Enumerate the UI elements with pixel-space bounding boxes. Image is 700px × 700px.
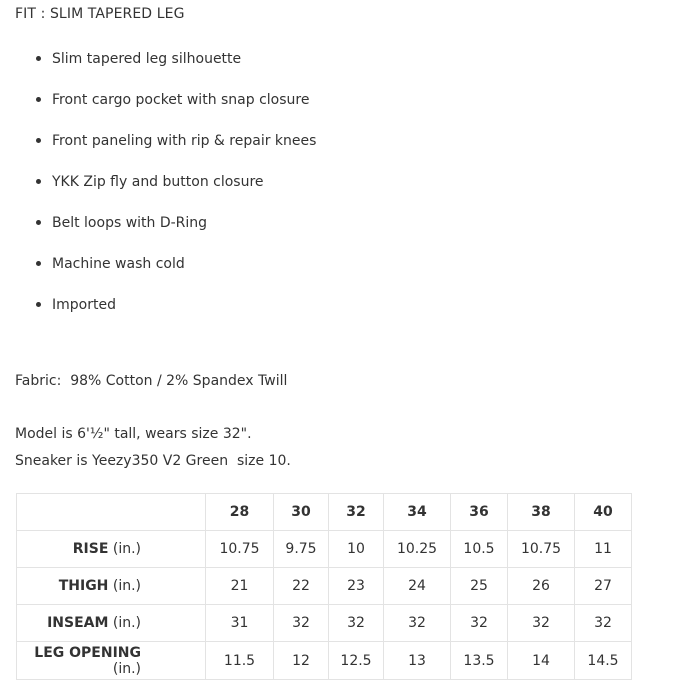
- feature-text: Imported: [52, 297, 116, 313]
- size-header-cell: 30: [274, 494, 329, 531]
- table-cell: 10: [329, 531, 384, 568]
- bullet-icon: [36, 138, 41, 143]
- table-cell: 10.75: [508, 531, 575, 568]
- table-cell: 14.5: [575, 642, 632, 680]
- size-header-cell: 34: [384, 494, 451, 531]
- table-cell: 11.5: [206, 642, 274, 680]
- row-label-cell: [17, 605, 206, 642]
- table-cell: 32: [329, 605, 384, 642]
- feature-item: [15, 172, 316, 213]
- bullet-icon: [36, 56, 41, 61]
- row-label-cell: [17, 642, 206, 680]
- size-chart-table: [16, 493, 632, 680]
- bullet-icon: [36, 97, 41, 102]
- bullet-icon: [36, 302, 41, 307]
- feature-text: YKK Zip fly and button closure: [52, 174, 264, 190]
- row-label: RISE: [72, 541, 109, 557]
- row-unit: (in.): [112, 660, 141, 677]
- model-text: Model is 6'½" tall, wears size 32".: [15, 426, 252, 442]
- table-cell: 27: [575, 568, 632, 605]
- size-header-cell: 28: [206, 494, 274, 531]
- table-cell: 10.75: [206, 531, 274, 568]
- feature-item: [15, 213, 316, 254]
- fit-heading: FIT : SLIM TAPERED LEG: [15, 6, 185, 22]
- table-cell: 26: [508, 568, 575, 605]
- row-unit: (in.): [108, 615, 141, 631]
- table-cell: 32: [384, 605, 451, 642]
- feature-item: [15, 254, 316, 295]
- table-row: [17, 568, 632, 605]
- table-cell: 32: [575, 605, 632, 642]
- table-cell: 22: [274, 568, 329, 605]
- table-cell: 10.25: [384, 531, 451, 568]
- table-cell: 32: [451, 605, 508, 642]
- table-cell: 13: [384, 642, 451, 680]
- table-row: [17, 531, 632, 568]
- table-cell: 14: [508, 642, 575, 680]
- table-cell: 24: [384, 568, 451, 605]
- size-header-cell: 38: [508, 494, 575, 531]
- feature-text: Front cargo pocket with snap closure: [52, 92, 310, 108]
- size-header-row: [17, 494, 632, 531]
- table-cell: 23: [329, 568, 384, 605]
- fabric-text: Fabric: 98% Cotton / 2% Spandex Twill: [15, 373, 288, 389]
- feature-text: Belt loops with D-Ring: [52, 215, 208, 231]
- row-label: INSEAM: [47, 615, 109, 631]
- row-label-cell: [17, 568, 206, 605]
- row-unit: (in.): [108, 541, 141, 557]
- row-label: THIGH: [58, 578, 109, 594]
- table-row: [17, 605, 632, 642]
- table-cell: 9.75: [274, 531, 329, 568]
- feature-item: [15, 49, 316, 90]
- table-cell: 25: [451, 568, 508, 605]
- feature-text: Machine wash cold: [52, 256, 185, 272]
- size-header-cell: 40: [575, 494, 632, 531]
- table-cell: 32: [274, 605, 329, 642]
- table-cell: 21: [206, 568, 274, 605]
- table-cell: 31: [206, 605, 274, 642]
- size-header-cell: 36: [451, 494, 508, 531]
- bullet-icon: [36, 179, 41, 184]
- feature-list: [15, 49, 316, 336]
- header-corner-cell: [17, 494, 206, 531]
- bullet-icon: [36, 220, 41, 225]
- table-cell: 10.5: [451, 531, 508, 568]
- table-cell: 12: [274, 642, 329, 680]
- table-cell: 11: [575, 531, 632, 568]
- feature-item: [15, 131, 316, 172]
- row-label: LEG OPENING: [34, 644, 141, 661]
- row-unit: (in.): [108, 578, 141, 594]
- bullet-icon: [36, 261, 41, 266]
- sneaker-text: Sneaker is Yeezy350 V2 Green size 10.: [15, 453, 291, 469]
- table-cell: 32: [508, 605, 575, 642]
- feature-item: [15, 90, 316, 131]
- table-cell: 12.5: [329, 642, 384, 680]
- feature-item: [15, 295, 316, 336]
- row-label-cell: [17, 531, 206, 568]
- feature-text: Slim tapered leg silhouette: [52, 51, 242, 67]
- table-row: [17, 642, 632, 680]
- feature-text: Front paneling with rip & repair knees: [52, 133, 317, 149]
- size-header-cell: 32: [329, 494, 384, 531]
- table-cell: 13.5: [451, 642, 508, 680]
